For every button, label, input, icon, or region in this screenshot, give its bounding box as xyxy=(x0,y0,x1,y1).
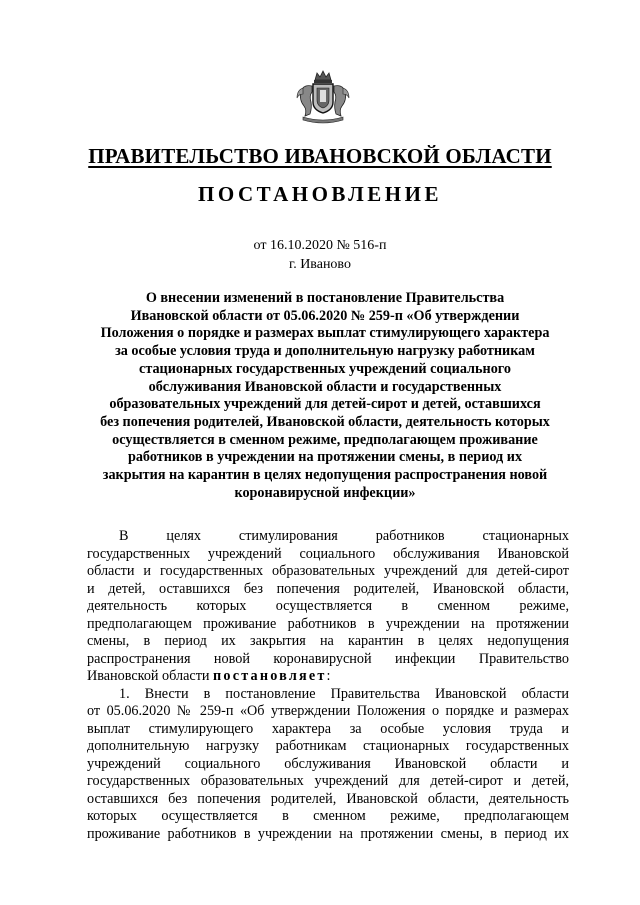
title-line: работников в учреждении на протяжении смены, в период их xyxy=(127,449,523,466)
coat-of-arms-emblem-icon xyxy=(293,68,353,126)
body-line: государственных учреждений социального обслуживания Ивановской xyxy=(87,545,569,562)
body-line: государственных образовательных учреждений для детей-сирот и детей, xyxy=(87,773,569,789)
title-line: стационарных государственных учреждений социального xyxy=(139,360,511,377)
title-line: образовательных учреждений для детей-сирот и детей, оставшихся xyxy=(109,396,541,413)
body-line: оставшихся без попечения родителей, Ивановской области, деятельность xyxy=(87,790,569,807)
title-line: без попечения родителей, Ивановской области, деятельность которых xyxy=(100,413,550,430)
body-line: деятельность которых осуществляется в сменном режиме, xyxy=(87,598,569,614)
body-line: смены, в период их закрытия на карантин в целях недопущения xyxy=(87,633,569,649)
title-line: коронавирусной инфекции» xyxy=(234,484,416,501)
document-title xyxy=(80,290,570,502)
title-line: Ивановской области от 05.06.2020 № 259-п «Об утверждении xyxy=(130,307,520,324)
title-line: О внесении изменений в постановление Правительства xyxy=(145,290,505,306)
body-line: области и государственных образовательных учреждений для детей-сирот xyxy=(87,563,569,579)
document-city: г. Иваново xyxy=(289,257,351,272)
body-line: от 05.06.2020 № 259-п «Об утверждении Положения о порядке и размерах xyxy=(87,703,569,719)
resolution-line xyxy=(87,668,569,686)
emblem-graphic xyxy=(293,68,353,126)
resolves-word: постановляет xyxy=(213,668,327,684)
body-line: которых осуществляется в сменном режиме, предполагающем xyxy=(87,808,569,824)
body-line: распространения новой коронавирусной инфекции Правительство xyxy=(87,650,569,667)
document-date-number: от 16.10.2020 № 516-п xyxy=(253,238,387,253)
body-line: выплат стимулирующего характера за особые условия труда и xyxy=(87,720,569,737)
body-line: 1. Внести в постановление Правительства Ивановской области xyxy=(119,685,569,702)
body-line: В целях стимулирования работников стационарных xyxy=(119,528,569,544)
body-line: проживание работников в учреждении на протяжении смены, в период их xyxy=(87,825,569,842)
body-line: дополнительную нагрузку работникам стационарных государственных xyxy=(87,738,569,754)
title-line: закрытия на карантин в целях недопущения распространения новой xyxy=(102,467,548,484)
resolution-prefix: Ивановской области xyxy=(87,668,214,684)
resolution-suffix: : xyxy=(326,668,331,684)
body-line: и детей, оставшихся без попечения родителей, Ивановской области, xyxy=(87,580,569,597)
title-line: Положения о порядке и размерах выплат стимулирующего характера xyxy=(100,325,550,342)
title-line: обслуживания Ивановской области и государственных xyxy=(148,378,502,395)
document-type: ПОСТАНОВЛЕНИЕ xyxy=(198,182,442,206)
body-line: предполагающем проживание работников в учреждении на протяжении xyxy=(87,615,569,632)
title-line: за особые условия труда и дополнительную нагрузку работникам xyxy=(115,343,535,360)
body-line: учреждений социального обслуживания Ивановской области и xyxy=(87,755,569,772)
title-line: осуществляется в сменном режиме, предполагающем проживание xyxy=(112,431,538,448)
document-body xyxy=(87,528,569,843)
government-name: ПРАВИТЕЛЬСТВО ИВАНОВСКОЙ ОБЛАСТИ xyxy=(88,144,552,168)
